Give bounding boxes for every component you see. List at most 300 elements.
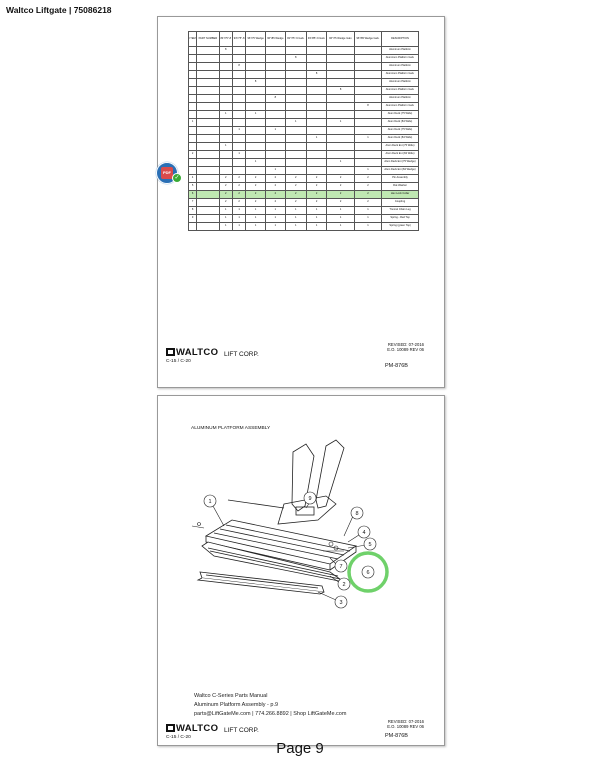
table-row [189,79,419,87]
cell-qty [354,87,381,95]
cell-item [189,95,197,103]
cell-qty: 1 [219,143,232,151]
cell-qty [266,55,286,63]
cell-qty: 1 [232,207,245,215]
cell-description: Aluminum Platform Galv. [382,103,419,111]
assembly-drawing-page [157,395,445,746]
callout-label: 4 [362,530,366,536]
cell-qty [219,151,232,159]
cell-qty: 1 [327,159,354,167]
cell-item [189,71,197,79]
cell-qty [285,47,306,55]
callout-label: 3 [339,600,343,606]
frame-assembly [228,440,344,524]
callout-label: 9 [308,496,312,502]
cell-qty [232,87,245,95]
cell-qty [285,159,306,167]
cell-qty: 2 [219,191,232,199]
cell-qty: 2 [354,199,381,207]
cell-qty: 1 [354,167,381,175]
table-row [189,47,419,55]
cell-qty: 1 [306,215,327,223]
column-header: 93"/75"-9 Galv. [285,32,306,47]
cell-qty [306,119,327,127]
cell-qty [354,111,381,119]
cell-item [189,159,197,167]
revision-info: REVISED: 07-2016 E.O. 10089 REV 06 [387,719,424,730]
cell-qty [219,55,232,63]
part-manual-code: PM-876B [385,363,408,369]
cell-item [189,103,197,111]
cell-part [197,71,219,79]
cell-description: Hex Lock Collar [382,191,419,199]
cell-item: 5 [189,183,197,191]
cell-qty: 2 [285,191,306,199]
cell-qty: 1 [232,215,245,223]
cell-qty [266,111,286,119]
check-icon: ✓ [172,173,182,183]
cell-qty [285,143,306,151]
table-row [189,191,419,199]
cell-qty [354,143,381,151]
cell-qty [246,47,266,55]
cell-qty: 1 [232,127,245,135]
cell-qty: 1 [266,215,286,223]
column-header: 93"/75"-8 [232,32,245,47]
cell-qty [266,143,286,151]
cell-qty [246,71,266,79]
cell-description: Aluminum Platform Galv. [382,87,419,95]
cell-qty: 1 [266,223,286,231]
cell-qty [232,55,245,63]
cell-qty: 1 [285,119,306,127]
cell-qty [306,167,327,175]
cell-qty: 1 [266,127,286,135]
page-number-label: Page 9 [276,740,324,757]
cell-qty [285,87,306,95]
cell-description: Alum Deck (84 Wide) [382,119,419,127]
cell-qty [306,103,327,111]
cell-qty [285,63,306,71]
cell-qty: 1 [306,207,327,215]
cell-qty: 1 [285,215,306,223]
cell-qty [246,143,266,151]
callout-label: 7 [339,564,343,570]
brand-subtitle: LIFT CORP. [224,351,259,358]
column-header: ITEM [189,32,197,47]
cell-qty: 1 [219,207,232,215]
cell-qty [354,47,381,55]
cell-qty: 1 [219,215,232,223]
cell-qty [285,79,306,87]
cell-qty: 2 [232,199,245,207]
cell-qty [219,127,232,135]
cell-qty [232,135,245,143]
cell-qty [354,151,381,159]
cell-qty [327,71,354,79]
cell-qty [232,71,245,79]
cell-item [189,135,197,143]
cell-qty [266,87,286,95]
cell-qty: 2 [306,175,327,183]
parts-list-page [157,16,445,388]
cell-qty [219,71,232,79]
cell-qty [354,63,381,71]
cell-qty [306,143,327,151]
cell-qty [306,55,327,63]
table-row [189,119,419,127]
cell-qty: 8 [354,103,381,111]
cell-qty [327,103,354,111]
cell-qty: 2 [266,175,286,183]
cell-qty: 1 [306,135,327,143]
cell-qty: 1 [246,215,266,223]
cell-item [189,87,197,95]
table-row [189,135,419,143]
cell-item: 4 [189,175,197,183]
table-row [189,111,419,119]
cell-description: Alum Deck Ext (84 Wide) [382,151,419,159]
brand-subtitle: LIFT CORP. [224,727,259,734]
cell-qty [327,151,354,159]
cell-qty: 2 [246,191,266,199]
cell-part [197,119,219,127]
cell-qty [354,95,381,103]
column-header: 96"/85 Wedge [266,32,286,47]
table-body [189,47,419,231]
cell-description: Alum Deck (75 Wide) [382,127,419,135]
cell-description: Alum Deck (84 Wide) [382,135,419,143]
table-row [189,71,419,79]
column-header: 96"/85 Wedge Galv. [354,32,381,47]
cell-description: Flat Washer [382,183,419,191]
cell-qty: 2 [246,199,266,207]
cell-qty [306,87,327,95]
cell-qty [219,63,232,71]
table-row [189,63,419,71]
assembly-title: ALUMINUM PLATFORM ASSEMBLY [191,426,271,431]
cell-qty [246,119,266,127]
cell-qty [232,79,245,87]
cell-part [197,183,219,191]
cell-qty: 1 [232,151,245,159]
cell-qty [306,95,327,103]
cell-description: Trunnel Chain Lug [382,207,419,215]
table-row [189,215,419,223]
cell-qty [306,111,327,119]
cell-qty [285,71,306,79]
manual-title: Waltco C-Series Parts Manual [194,693,268,699]
cell-qty [246,55,266,63]
cell-qty: 1 [354,215,381,223]
cell-qty [285,135,306,143]
cell-qty: 1 [285,223,306,231]
cell-qty [246,95,266,103]
cell-qty: 2 [354,191,381,199]
cell-qty: 8 [232,63,245,71]
cell-qty [354,119,381,127]
cell-part [197,167,219,175]
cell-qty: 2 [219,175,232,183]
callout-label: 8 [355,511,359,517]
cell-qty: 1 [246,111,266,119]
cell-item [189,63,197,71]
cell-item: 6 [189,191,197,199]
column-header: PART NUMBER [197,32,219,47]
table-row [189,175,419,183]
callout-label: 5 [368,542,372,548]
cell-qty [327,55,354,63]
cell-qty: 1 [285,207,306,215]
cell-qty [219,159,232,167]
cell-qty [354,55,381,63]
cell-item [189,55,197,63]
column-header: 96"/75 Wedge Galv. [327,32,354,47]
cell-description: Aluminum Platform Galv. [382,55,419,63]
cell-qty [327,167,354,175]
cell-qty: 8 [327,87,354,95]
cell-qty [266,71,286,79]
cell-qty [285,95,306,103]
manual-info [194,692,346,718]
manual-subtitle: Aluminum Platform Assembly - p.9 [194,701,279,708]
cell-description: Coupling [382,199,419,207]
cell-qty [232,47,245,55]
cell-qty: 2 [327,175,354,183]
cell-item [189,79,197,87]
cell-qty: 2 [354,175,381,183]
cell-qty: 2 [327,183,354,191]
cell-qty [232,103,245,111]
cell-qty [327,95,354,103]
cell-qty: 2 [266,191,286,199]
cell-qty [306,63,327,71]
table-row [189,167,419,175]
cell-part [197,95,219,103]
cell-qty: 2 [306,199,327,207]
cell-part [197,47,219,55]
cell-part [197,215,219,223]
cell-qty: 2 [285,199,306,207]
cell-qty [219,167,232,175]
cell-part [197,143,219,151]
cell-qty [285,127,306,135]
cell-qty [327,79,354,87]
table-row [189,127,419,135]
column-header: 84"/75"-8 [219,32,232,47]
table-row [189,183,419,191]
cell-description: Alum Deck Ext (75 Wedge) [382,159,419,167]
cell-item: 2 [189,151,197,159]
cell-description: Alum Deck Ext (75 Wide) [382,143,419,151]
document-title: Waltco Liftgate | 75086218 [6,5,112,15]
model-label: C-15 / C-20 [166,735,191,740]
cell-item [189,223,197,231]
cell-part [197,111,219,119]
cell-item [189,47,197,55]
cell-qty: 1 [232,223,245,231]
cell-qty [354,127,381,135]
table-row [189,95,419,103]
column-header: DESCRIPTION [382,32,419,47]
table-row [189,143,419,151]
cell-part [197,127,219,135]
table-row [189,55,419,63]
cell-qty: 2 [232,175,245,183]
cell-qty [266,135,286,143]
cell-qty: 1 [327,207,354,215]
cell-qty [219,135,232,143]
table-row [189,87,419,95]
cell-item [189,127,197,135]
cell-qty [266,79,286,87]
cell-qty [266,47,286,55]
callout-label: 6 [366,570,370,576]
cell-qty: 8 [219,47,232,55]
cell-qty [219,103,232,111]
cell-item: 1 [189,119,197,127]
cell-qty: 8 [285,55,306,63]
table-header-row [189,32,419,47]
cell-qty [232,95,245,103]
cell-qty [327,135,354,143]
cell-qty: 2 [285,183,306,191]
cell-qty: 1 [266,207,286,215]
cell-qty [354,159,381,167]
cell-qty [354,71,381,79]
cell-qty: 2 [246,175,266,183]
cell-qty [246,127,266,135]
cell-qty: 2 [266,199,286,207]
cell-part [197,79,219,87]
cell-qty: 2 [306,191,327,199]
cell-description: Alum Deck (75 Wide) [382,111,419,119]
cell-part [197,55,219,63]
cell-qty: 1 [246,223,266,231]
cell-qty: 1 [354,135,381,143]
cell-qty: 1 [219,223,232,231]
callout-label: 2 [342,582,346,588]
cell-qty: 1 [354,207,381,215]
cell-qty: 1 [327,215,354,223]
cell-qty [285,103,306,111]
revision-info: REVISED: 07-2016 E.O. 10089 REV 06 [387,342,424,353]
table-row [189,159,419,167]
cell-description: Spring - Red Top [382,215,419,223]
cell-qty [246,135,266,143]
cell-part [197,223,219,231]
cell-qty [306,47,327,55]
cell-qty [285,111,306,119]
cell-qty [306,159,327,167]
deck-extension [198,572,324,594]
cell-qty [306,151,327,159]
cell-qty [219,87,232,95]
cell-qty: 8 [306,71,327,79]
cell-description: Spring (green Top) [382,223,419,231]
cell-qty: 2 [232,183,245,191]
cell-qty [232,143,245,151]
cell-item [189,143,197,151]
table-row [189,103,419,111]
cell-qty [327,143,354,151]
cell-qty: 2 [327,199,354,207]
cell-description: Aluminum Platform Galv. [382,71,419,79]
cell-part [197,191,219,199]
cell-description: Aluminum Platform [382,63,419,71]
cell-qty: 2 [354,183,381,191]
cell-qty: 2 [219,183,232,191]
cell-qty [285,167,306,175]
column-header: 93"/85"-9 Galv. [306,32,327,47]
cell-description: Aluminum Platform [382,79,419,87]
cell-item [189,167,197,175]
table-row [189,151,419,159]
cell-qty [219,95,232,103]
cell-qty [327,127,354,135]
cell-part [197,63,219,71]
cell-qty: 8 [246,79,266,87]
cell-qty [266,151,286,159]
cell-qty [232,111,245,119]
cell-qty [266,63,286,71]
cell-qty [306,79,327,87]
cell-qty [232,159,245,167]
cell-part [197,199,219,207]
contact-links[interactable]: parts@LiftGateMe.com | 774.266.8892 | Shop LiftGateMe.com [194,710,347,717]
cell-qty [246,103,266,111]
callout-label: 1 [208,499,212,505]
cell-part [197,87,219,95]
cell-qty: 1 [219,111,232,119]
cell-qty: 8 [266,95,286,103]
cell-qty [246,63,266,71]
cell-qty: 2 [246,183,266,191]
cell-qty: 1 [246,159,266,167]
cell-part [197,135,219,143]
cell-part [197,151,219,159]
model-label: C-15 / C-20 [166,359,191,364]
cell-part [197,103,219,111]
cell-qty: 1 [327,223,354,231]
cell-qty [306,127,327,135]
cell-qty [266,103,286,111]
cell-qty: 2 [232,191,245,199]
column-header: 96"/75 Wedge [246,32,266,47]
cell-description: Aluminum Platform [382,47,419,55]
cell-part [197,159,219,167]
cell-qty [285,151,306,159]
cell-description: Aluminum Platform [382,95,419,103]
table-row [189,207,419,215]
cell-qty [232,167,245,175]
table-row [189,223,419,231]
part-manual-code: PM-876B [385,733,408,739]
cell-item: 8 [189,207,197,215]
waltco-logo: WALTCO [166,723,218,734]
cell-qty [354,79,381,87]
cell-qty [327,111,354,119]
cell-qty: 2 [266,183,286,191]
cell-part [197,207,219,215]
cell-qty: 2 [306,183,327,191]
table-row [189,199,419,207]
cell-description: Pin Assembly [382,175,419,183]
cell-qty: 2 [219,199,232,207]
cell-qty: 1 [327,119,354,127]
pdf-icon: PDF [161,167,173,179]
cell-qty: 2 [327,191,354,199]
